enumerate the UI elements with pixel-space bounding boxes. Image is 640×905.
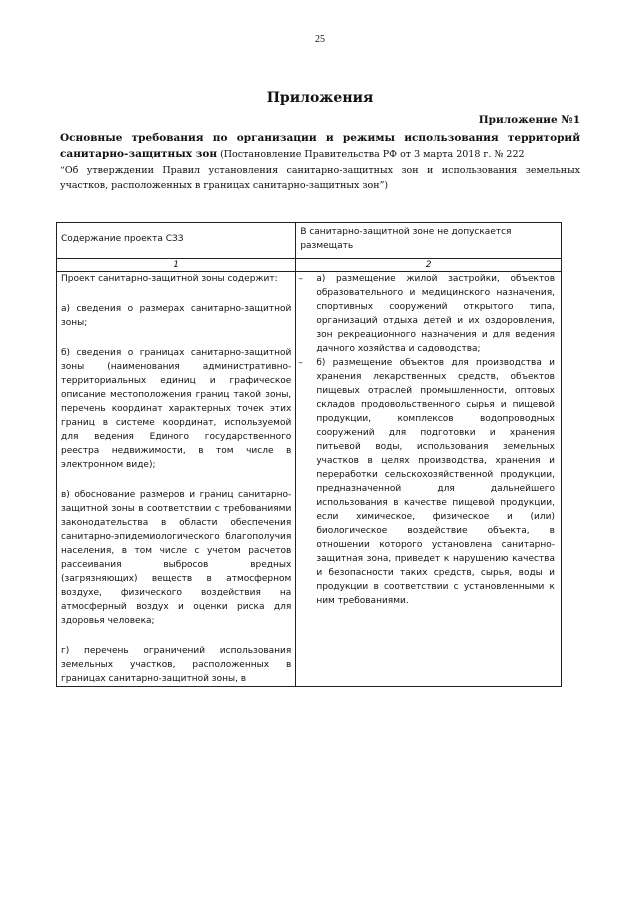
list-item: в) обоснование размеров и границ санитарно-защитной зоны в соответствии с требованиями законодательства в области обеспечения санитарно-эпидемиологического благополучия населения, в том числе с учетом расчетов рассеивания выбросов вредных (загрязняющих) веществ в атмосферном воздухе, физического воздействия на атмосферный воздух и оценки риска для здоровья человека; [61,490,292,626]
list-item: б) сведения о границах санитарно-защитной зоны (наименования административно-территориальных единиц и графическое описание местоположения границ такой зоны, перечень координат характерных точек этих границ в системе координат, используемой для ведения Единого государственного реестра недвижимости, в том числе в электронном виде); [61,348,292,470]
dash-marker: – [298,358,303,368]
list-item [296,272,557,356]
decree-title: “Об утверждении Правил установления санитарно-защитных зон и использования земельных участков, расположенных в границах санитарно-защитных зон”) [60,165,580,191]
restriction-text: а) размещение жилой застройки, объектов образовательного и медицинского назначения, спортивных сооружений открытого типа, организаций отдыха детей и их оздоровления, зон рекреационного назначения и для ведения дачного хозяйства и садоводства; [316,274,555,354]
header-cell-restrictions: В санитарно-защитной зоне не допускается размещать [296,223,562,259]
appendix-heading: Приложения [266,90,374,106]
restriction-text: б) размещение объектов для производства и хранения лекарственных средств, объектов пищевых отраслей промышленности, оптовых складов продовольственного сырья и пищевой продукции, комплексов водопроводных сооружений для подготовки и хранения питьевой воды, использования земельных участков в целях производства, хранения и переработки сельскохозяйственной продукции, предназначенной для дальнейшего использования в качестве пищевой продукции, если химическое, физическое и (или) биологическое воздействие объекта, в отношении которого установлена санитарно-защитная зона, приведет к нарушению качества и безопасности таких средств, сырья, воды и продукции в соответствии с установленными к ним требованиями. [316,358,555,606]
list-item: а) сведения о размерах санитарно-защитной зоны; [61,304,292,328]
column-number-2: 2 [296,259,562,272]
column-number-1: 1 [57,259,296,272]
project-content-cell [57,272,296,687]
column-number-row [57,259,562,272]
page-number: 25 [315,34,325,45]
header-cell-content: Содержание проекта СЗЗ [57,223,296,259]
appendix-number: Приложение №1 [478,114,580,126]
list-item: г) перечень ограничений использования земельных участков, расположенных в границах санитарно-защитной зоны, в [61,646,292,684]
document-title-bold: Основные требования по организации и режимы использования территорий санитарно-защитных зон [60,132,580,160]
document-title [60,130,580,193]
list-item [296,356,557,608]
dash-marker: – [298,274,303,284]
requirements-table [56,222,562,687]
restrictions-cell [296,272,562,687]
table-row [57,272,562,687]
decree-reference: (Постановление Правительства РФ от 3 марта 2018 г. № 222 [217,149,525,160]
list-item: Проект санитарно-защитной зоны содержит: [61,274,278,284]
table-header-row [57,223,562,259]
